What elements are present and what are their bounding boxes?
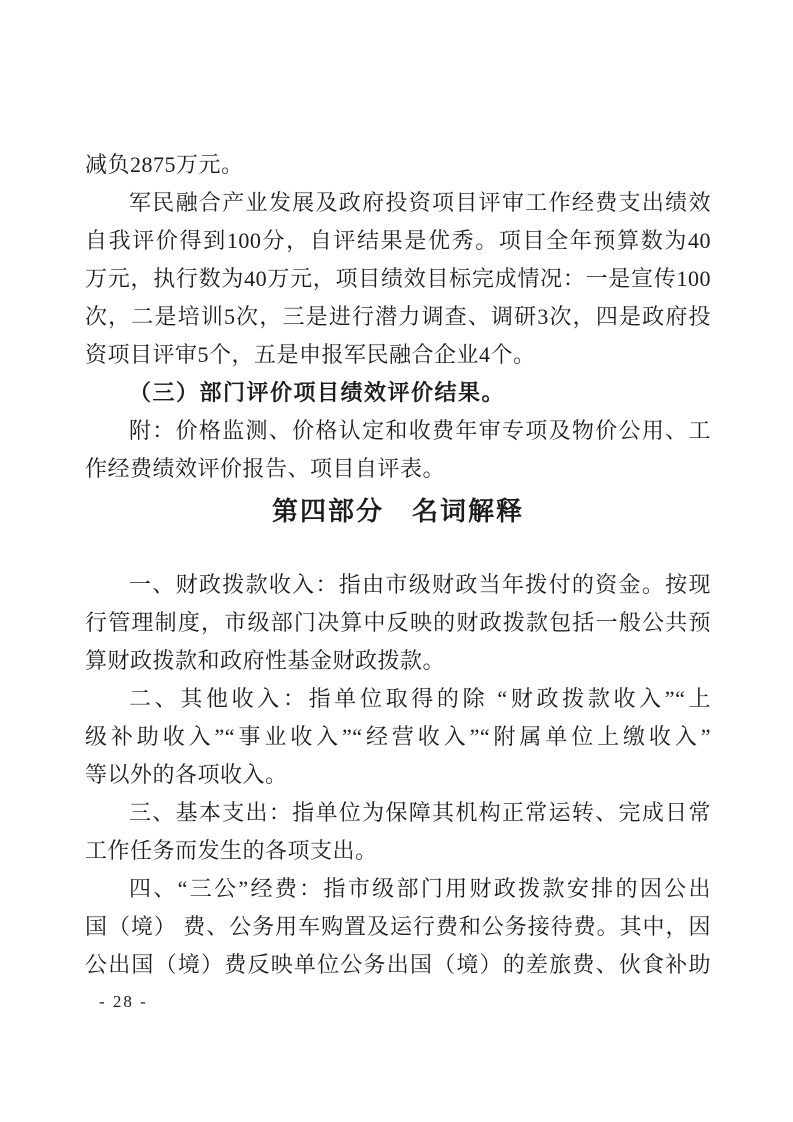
body-line: 工作任务而发生的各项支出。 (85, 838, 378, 863)
body-line: 三、基本支出：指单位为保障其机构正常运转、完成日常 (129, 800, 711, 825)
section-heading: 第四部分 名词解释 (271, 497, 524, 526)
body-line: 减负2875万元。 (85, 152, 244, 177)
body-line: 等以外的各项收入。 (85, 762, 288, 787)
body-line: 二、其他收入：指单位取得的除 “财政拨款收入”“上 (129, 686, 711, 711)
body-line: 国（境） 费、公务用车购置及运行费和公务接待费。其中，因 (85, 914, 711, 939)
body-line: 行管理制度，市级部门决算中反映的财政拨款包括一般公共预 (85, 610, 711, 635)
page-number: - 28 - (99, 992, 148, 1011)
document-body (85, 146, 711, 984)
body-line: 四、“三公”经费：指市级部门用财政拨款安排的因公出 (129, 876, 711, 901)
body-line: 次，二是培训5次，三是进行潜力调查、调研3次，四是政府投 (85, 304, 711, 329)
body-line: 附：价格监测、价格认定和收费年审专项及物价公用、工 (129, 418, 711, 443)
subsection-heading: （三）部门评价项目绩效评价结果。 (129, 380, 506, 405)
body-line: 资项目评审5个，五是申报军民融合企业4个。 (85, 342, 536, 367)
body-line: 军民融合产业发展及政府投资项目评审工作经费支出绩效 (129, 190, 711, 215)
body-line: 作经费绩效评价报告、项目自评表。 (85, 456, 446, 481)
body-line: 一、财政拨款收入：指由市级财政当年拨付的资金。按现 (129, 572, 711, 597)
body-line: 算财政拨款和政府性基金财政拨款。 (85, 648, 446, 673)
body-line: 自我评价得到100分，自评结果是优秀。项目全年预算数为40 (85, 228, 711, 253)
body-line: 万元，执行数为40万元，项目绩效目标完成情况：一是宣传100 (85, 266, 711, 291)
body-line: 公出国（境）费反映单位公务出国（境）的差旅费、伙食补助 (85, 952, 711, 977)
body-line: 级补助收入”“事业收入”“经营收入”“附属单位上缴收入” (85, 724, 711, 749)
